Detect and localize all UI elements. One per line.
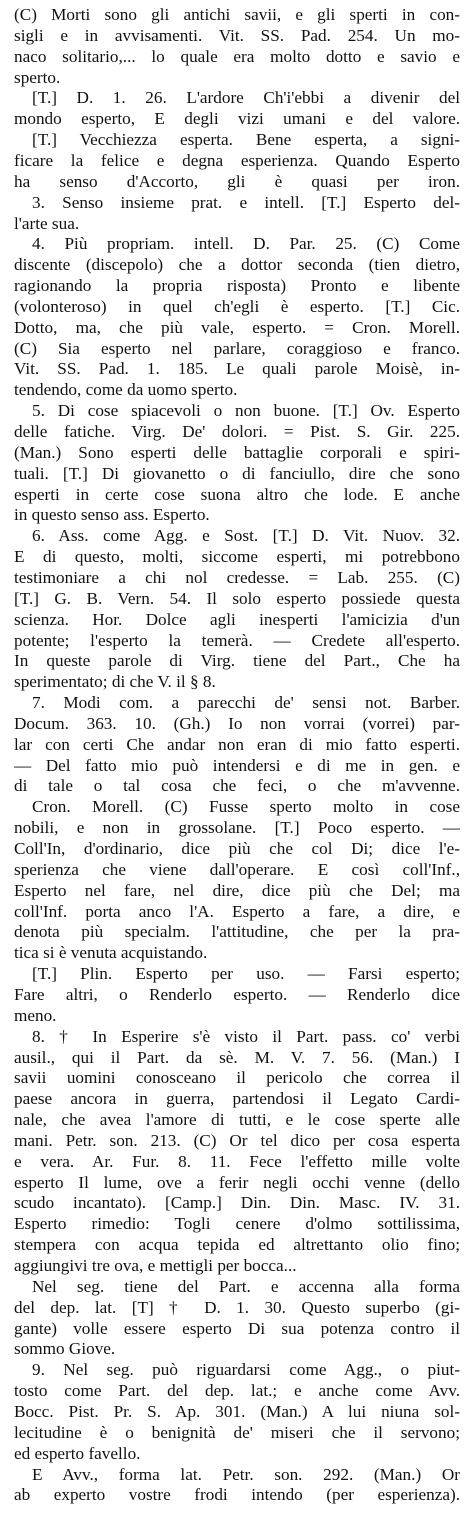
text-line: denota più specialm. l'attitudine, che per la pra- bbox=[14, 922, 460, 942]
text-line: Nel seg. tiene del Part. e accenna alla forma bbox=[32, 1276, 460, 1296]
text-line: sperimentato; di che V. il § 8. bbox=[14, 672, 216, 692]
text-line: (volonteroso) in quel ch'egli è esperto. [T.] Cic. bbox=[14, 296, 460, 316]
text-line: scudo incantato). [Camp.] Din. Din. Masc. IV. 31. bbox=[14, 1193, 460, 1213]
text-line: — Del fatto mio può intendersi e di me in gen. e bbox=[14, 755, 460, 775]
text-line: coll'Inf. porta anco l'A. Esperto a fare, a dire, e bbox=[14, 901, 460, 921]
text-line: Vit. SS. Pad. 1. 185. Le quali parole Moisè, in- bbox=[14, 359, 460, 379]
text-line: mani. Petr. son. 213. (C) Or tel dico per cosa esperta bbox=[14, 1130, 460, 1150]
text-line: ausil., qui il Part. da sè. M. V. 7. 56. (Man.) I bbox=[14, 1047, 460, 1067]
text-line: [T.] D. 1. 26. L'ardore Ch'i'ebbi a divenir del bbox=[32, 88, 460, 108]
text-line: 4. Più propriam. intell. D. Par. 25. (C) Come bbox=[32, 234, 460, 254]
text-line: ragionando la propria risposta) Pronto e libente bbox=[14, 276, 460, 296]
text-line: esperti in certe cose suona altro che lode. E anche bbox=[14, 484, 460, 504]
text-line: lecitudine è o benignità de' miseri che il servono; bbox=[14, 1422, 460, 1442]
text-line: 6. Ass. come Agg. e Sost. [T.] D. Vit. Nuov. 32. bbox=[32, 526, 460, 546]
text-line: tosto come Part. del dep. lat.; e anche come Avv. bbox=[14, 1381, 460, 1401]
text-line: lar con certi Che andar non eran di mio fatto esperti. bbox=[14, 734, 460, 754]
text-line: Dotto, ma, che più vale, esperto. = Cron. Morell. bbox=[14, 317, 460, 337]
text-line: Esperto rimedio: Togli cenere d'olmo sottilissima, bbox=[14, 1214, 460, 1234]
text-line: mondo esperto, E degli vizi umani e del valore. bbox=[14, 109, 460, 129]
text-line: potente; l'esperto la temerà. — Credete all'esperto. bbox=[14, 630, 460, 650]
text-line: tica si è venuta acquistando. bbox=[14, 943, 208, 963]
text-line: tuali. [T.] Di giovanetto o di fanciullo, dire che sono bbox=[14, 463, 460, 483]
text-line: stempera con acqua tepida ed altrettanto olio fino; bbox=[14, 1235, 460, 1255]
text-line: nobili, e non in grossolane. [T.] Poco esperto. — bbox=[14, 818, 460, 838]
text-line: gante) volle essere esperto Di sua potenza contro il bbox=[14, 1318, 460, 1338]
text-line: Bocc. Pist. Pr. S. Ap. 301. (Man.) A lui niuna sol- bbox=[14, 1401, 460, 1421]
text-line: In queste parole di Virg. tiene del Part., Che ha bbox=[14, 651, 460, 671]
text-line: testimoniare a chi nol credesse. = Lab. 255. (C) bbox=[14, 567, 460, 587]
text-line: ficare la felice e degna esperienza. Quando Esperto bbox=[14, 150, 460, 170]
text-line: naco solitario,... lo quale era molto dotto e savio e bbox=[14, 46, 460, 66]
text-line: ha senso d'Accorto, gli è quasi per iron. bbox=[14, 171, 460, 191]
text-line: meno. bbox=[14, 1005, 57, 1025]
text-line: Fare altri, o Renderlo esperto. — Renderlo dice bbox=[14, 984, 460, 1004]
text-line: 5. Di cose spiacevoli o non buone. [T.] Ov. Esperto bbox=[32, 401, 460, 421]
text-line: savii uomini conosceano il pericolo che correa il bbox=[14, 1068, 460, 1088]
text-line: paese ancora in guerra, partendosi il Legato Cardi- bbox=[14, 1089, 460, 1109]
text-line: sperto. bbox=[14, 67, 61, 87]
text-line: l'arte sua. bbox=[14, 213, 80, 233]
text-line: sigli e in avvisamenti. Vit. SS. Pad. 254. Un mo- bbox=[14, 25, 460, 45]
text-line: (C) Morti sono gli antichi savii, e gli sperti in con- bbox=[14, 5, 460, 24]
text-line: [T.] Plin. Esperto per uso. — Farsi esperto; bbox=[32, 964, 460, 984]
text-line: esperto Il lume, ove a ferir negli occhi venne (dello bbox=[14, 1172, 460, 1192]
text-line: discente (discepolo) che a dottor seconda (tien dietro, bbox=[14, 255, 460, 275]
text-line: [T.] G. B. Vern. 54. Il solo esperto possiede questa bbox=[14, 588, 460, 608]
text-line: Coll'In, d'ordinario, dice più che col Di; dice l'e- bbox=[14, 839, 460, 858]
text-line: e vera. Ar. Fur. 8. 11. Fece l'effetto mille volte bbox=[14, 1151, 460, 1171]
text-line: tendendo, come da uomo sperto. bbox=[14, 380, 238, 400]
text-line: aggiungivi tre ova, e mettigli per bocca... bbox=[14, 1256, 297, 1275]
text-line: delle fatiche. Virg. De' dolori. = Pist. S. Gir. 225. bbox=[14, 422, 460, 441]
text-line: [T.] Vecchiezza esperta. Bene esperta, a signi- bbox=[32, 130, 460, 150]
text-line: Cron. Morell. (C) Fusse sperto molto in cose bbox=[32, 797, 460, 817]
text-line: in questo senso ass. Esperto. bbox=[14, 505, 210, 525]
text-line: E Avv., forma lat. Petr. son. 292. (Man.) Or bbox=[32, 1464, 460, 1484]
text-line: di tale o tal cosa che feci, o che m'avvenne. bbox=[14, 776, 460, 796]
text-line: Docum. 363. 10. (Gh.) Io non vorrai (vorrei) par- bbox=[14, 713, 460, 733]
text-line: (C) Sia esperto nel parlare, coraggioso e franco. bbox=[14, 338, 460, 358]
text-line: 9. Nel seg. può riguardarsi come Agg., o piut- bbox=[32, 1360, 460, 1380]
text-line: sommo Giove. bbox=[14, 1339, 116, 1359]
text-line: del dep. lat. [T] † D. 1. 30. Questo superbo (gi- bbox=[14, 1297, 460, 1317]
text-line: 3. Senso insieme prat. e intell. [T.] Esperto del- bbox=[32, 192, 460, 212]
text-line: (Man.) Sono esperti delle battaglie corporali e spiri- bbox=[14, 442, 460, 462]
text-line: E di questo, molti, siccome esperti, mi potrebbono bbox=[14, 547, 460, 567]
text-line: 8. † In Esperire s'è visto il Part. pass. co' verbi bbox=[32, 1026, 460, 1046]
text-line: ed esperto favello. bbox=[14, 1443, 141, 1463]
text-line: nale, che avea l'amore di tutti, e le cose sperte alle bbox=[14, 1110, 460, 1130]
text-line: Esperto nel fare, nel dire, dice più che Del; ma bbox=[14, 880, 460, 900]
text-line: 7. Modi com. a parecchi de' sensi not. Barber. bbox=[32, 693, 460, 713]
text-line: ab experto vostre frodi intendo (per esperienza). bbox=[14, 1485, 460, 1505]
text-line: sperienza che viene dall'operare. E così coll'Inf., bbox=[14, 859, 460, 879]
text-line: scienza. Hor. Dolce agli inesperti l'amicizia d'un bbox=[14, 609, 460, 629]
